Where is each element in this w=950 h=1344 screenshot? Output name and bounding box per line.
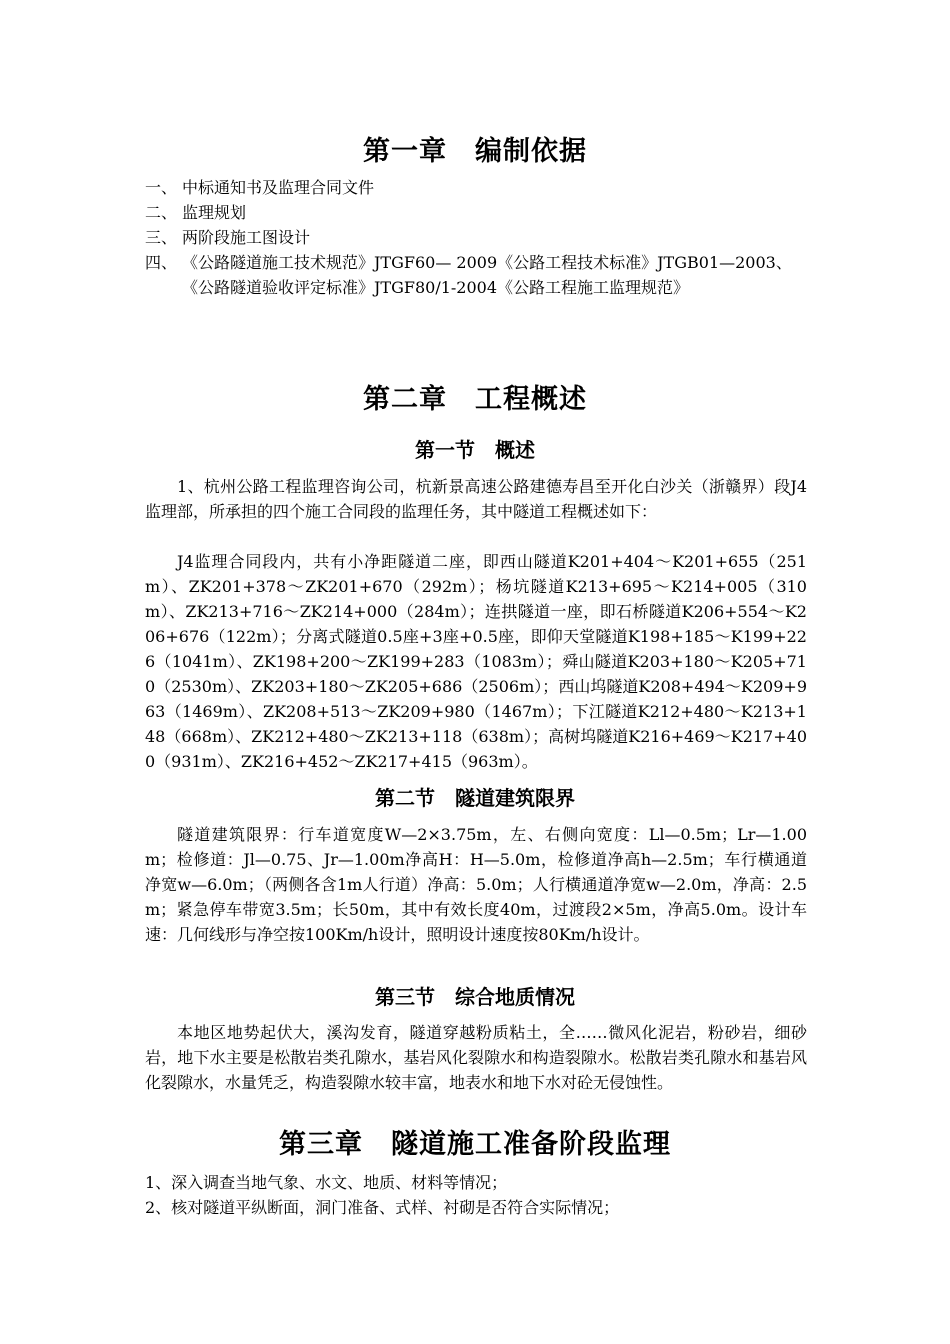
list-item-number: 三、 bbox=[145, 228, 178, 247]
list-item bbox=[145, 250, 815, 300]
chapter-1-title: 第一章 编制依据 bbox=[363, 136, 587, 167]
list-item bbox=[145, 200, 815, 225]
list-item-text: 中标通知书及监理合同文件 bbox=[182, 178, 375, 197]
list-item-number: 一、 bbox=[145, 178, 178, 197]
section-1-paragraph-1: 1、杭州公路工程监理咨询公司，杭新景高速公路建德寿昌至开化白沙关（浙赣界）段J4监理部，所承担的四个施工合同段的监理任务，其中隧道工程概述如下： bbox=[145, 477, 807, 521]
list-item-number: 四、 bbox=[145, 253, 178, 272]
section-3-title: 第三节 综合地质情况 bbox=[375, 985, 575, 1009]
chapter-3-title: 第三章 隧道施工准备阶段监理 bbox=[279, 1129, 671, 1160]
section-3-paragraph: 本地区地势起伏大，溪沟发育，隧道穿越粉质粘土，全……微风化泥岩，粉砂岩，细砂岩，地下水主要是松散岩类孔隙水，基岩风化裂隙水和构造裂隙水。松散岩类孔隙水和基岩风化裂隙水，水量凭乏，构造裂隙水较丰富，地表水和地下水对砼无侵蚀性。 bbox=[145, 1023, 807, 1092]
chapter-3-line-2: 2、核对隧道平纵断面，洞门准备、式样、衬砌是否符合实际情况； bbox=[145, 1198, 620, 1217]
section-1-title: 第一节 概述 bbox=[415, 438, 535, 462]
list-item bbox=[145, 225, 815, 250]
section-2-title: 第二节 隧道建筑限界 bbox=[375, 786, 575, 810]
list-item-number: 二、 bbox=[145, 203, 178, 222]
section-2-paragraph: 隧道建筑限界：行车道宽度W—2×3.75m，左、右侧向宽度：Ll—0.5m；Lr—1.00m；检修道：Jl—0.75、Jr—1.00m净高H：H—5.0m，检修道净高h—2.5m；车行横通道净宽w—6.0m；（两侧各含1m人行道）净高：5.0m；人行横通道净宽w—2.0m，净高：2.5m；紧急停车带宽3.5m；长50m，其中有效长度40m，过渡段2×5m，净高5.0m。设计车速：几何线形与净空按100Km/h设计，照明设计速度按80Km/h设计。 bbox=[145, 825, 807, 944]
list-item-text: 监理规划 bbox=[182, 203, 247, 222]
list-item-text: 《公路隧道施工技术规范》JTGF60— 2009《公路工程技术标准》JTGB01—2003、《公路隧道验收评定标准》JTGF80/1-2004《公路工程施工监理规范》 bbox=[182, 253, 792, 297]
list-item bbox=[145, 175, 815, 200]
list-item-text: 两阶段施工图设计 bbox=[182, 228, 311, 247]
chapter-1-basis-list bbox=[145, 175, 815, 300]
section-1-paragraph-2: J4监理合同段内，共有小净距隧道二座，即西山隧道K201+404～K201+655（251m）、ZK201+378～ZK201+670（292m）；杨坑隧道K213+695～K214+005（310m）、ZK213+716～ZK214+000（284m）；连拱隧道一座，即石桥隧道K206+554～K206+676（122m）；分离式隧道0.5座+3座+0.5座，即仰天堂隧道K198+185～K199+226（1041m）、ZK198+200～ZK199+283（1083m）；舜山隧道K203+180～K205+710（2530m）、ZK203+180～ZK205+686（2506m）；西山坞隧道K208+494～K209+963（1469m）、ZK208+513～ZK209+980（1467m）；下江隧道K212+480～K213+148（668m）、ZK212+480～ZK213+118（638m）；高树坞隧道K216+469～K217+400（931m）、ZK216+452～ZK217+415（963m）。 bbox=[145, 552, 807, 771]
chapter-2-title: 第二章 工程概述 bbox=[363, 384, 587, 415]
chapter-3-line-1: 1、深入调查当地气象、水文、地质、材料等情况； bbox=[145, 1173, 508, 1192]
